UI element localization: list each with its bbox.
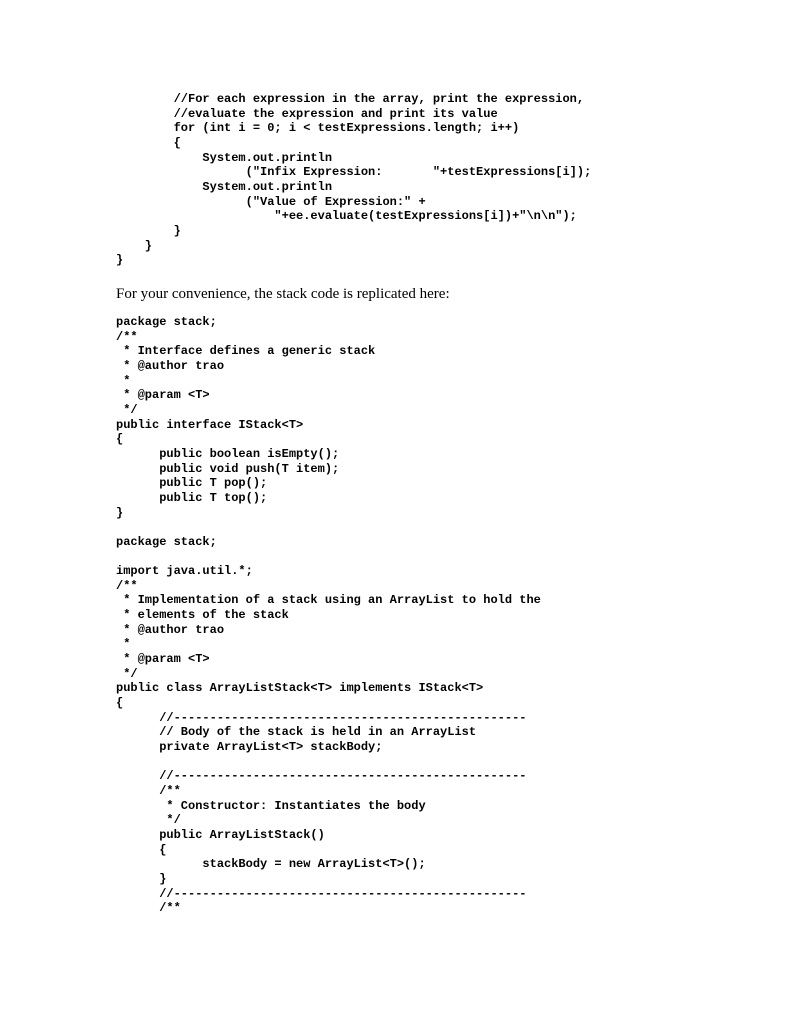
convenience-note: For your convenience, the stack code is replicated here: [116, 286, 450, 302]
code-block-expression-loop: //For each expression in the array, print the expression, //evaluate the expression and print its value for (int i = 0; i < testExpressions.length; i++) { System.out.println ("Infix Expression: "+testExpressions[i]); System.out.println ("Value of Expression:" + "+ee.evaluate(testExpressions[i])+"\n\n"); } } } [116, 92, 592, 268]
code-block-stack-source: package stack; /** * Interface defines a generic stack * @author trao * * @param <T> */ public interface IStack<T> { public boolean isEmpty(); public void push(T item); public T pop(); public T top(); } package stack; import java.util.*; /** * Implementation of a stack using an ArrayList to hold the * elements of the stack * @author trao * * @param <T> */ public class ArrayListStack<T> implements IStack<T> { //------------------------------------------------- // Body of the stack is held in an ArrayList private ArrayList<T> stackBody; //------------------------------------------------- /** * Constructor: Instantiates the body */ public ArrayListStack() { stackBody = new ArrayList<T>(); } //------------------------------------------------- /** [116, 315, 541, 916]
